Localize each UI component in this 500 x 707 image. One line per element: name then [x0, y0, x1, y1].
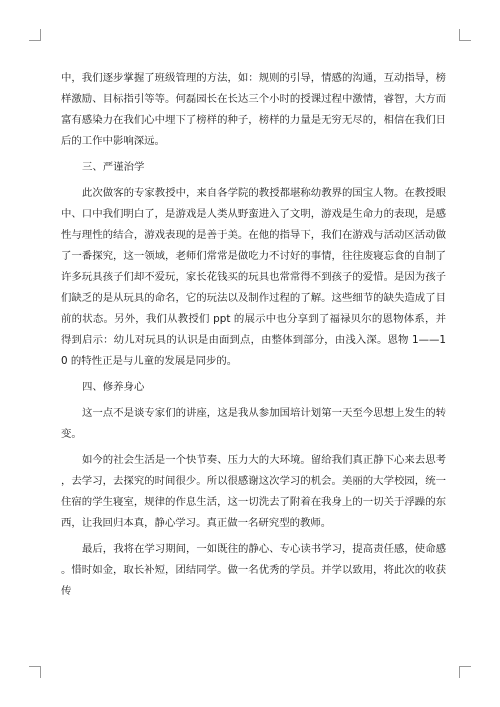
paragraph-classroom-management: 中，我们逐步掌握了班级管理的方法，如：规则的引导，情感的沟通，互动指导，榜样激励、目标指引等等。何磊园长在长达三个小时的授课过程中激情，睿智，大方而富有感染力在我们心中埋下了榜样的种子，榜样的力量是无穷无尽的，相信在我们日后的工作中影响深远。: [61, 72, 446, 148]
crop-mark-bottom-right-h: [459, 666, 471, 667]
section-heading-rigorous-study: 三、严谨治学: [82, 160, 145, 173]
section-heading-cultivate-mind: 四、修养身心: [82, 381, 145, 394]
paragraph-mindset-change: 这一点不是谈专家们的讲座，这是我从参加国培计划第一天至今思想上发生的转变。: [61, 406, 446, 440]
crop-mark-top-right-v: [459, 29, 460, 41]
document-body: [61, 68, 446, 606]
paragraph-closing: 最后，我将在学习期间，一如既往的静心、专心读书学习，提高责任感，使命感。惜时如金，取长补短，团结同学。做一名优秀的学员。并学以致用，将此次的收获传: [61, 542, 446, 597]
crop-mark-top-right-h: [459, 40, 471, 41]
crop-mark-bottom-left-v: [40, 666, 41, 678]
crop-mark-top-left-v: [40, 29, 41, 41]
crop-mark-bottom-right-v: [459, 666, 460, 678]
paragraph-social-life: 如今的社会生活是一个快节奏、压力大的大环境。留给我们真正静下心来去思考，去学习，去探究的时间很少。所以很感谢这次学习的机会。美丽的大学校园，统一住宿的学生寝室，规律的作息生活，这一切洗去了附着在我身上的一切关于浮躁的东西，让我回归本真，静心学习。真正做一名研究型的教师。: [61, 453, 446, 529]
paragraph-expert-professors: 此次做客的专家教授中，来自各学院的教授都堪称幼教界的国宝人物。在教授眼中、口中我们明白了，是游戏是人类从野蛮进入了文明，游戏是生命力的表现，是感性与理性的结合，游戏表现的是善于美。在他的指导下，我们在游戏与活动区活动做了一番探究，这一领域，老师们常常是做吃力不讨好的事情，往往废寝忘食的自制了许多玩具孩子们却不爱玩，家长花钱买的玩具也常常得不到孩子的爱惜。是因为孩子们缺乏的是从玩具的命名，它的玩法以及制作过程的了解。这些细节的缺失造成了目前的状态。另外，我们从教授们 ppt 的展示中也分享到了福禄贝尔的恩物体系，并得到启示：幼儿对玩具的认识是由面到点，由整体到部分，由浅入深。恩物 1——10 的特性正是与儿童的发展是同步的。: [61, 186, 446, 368]
